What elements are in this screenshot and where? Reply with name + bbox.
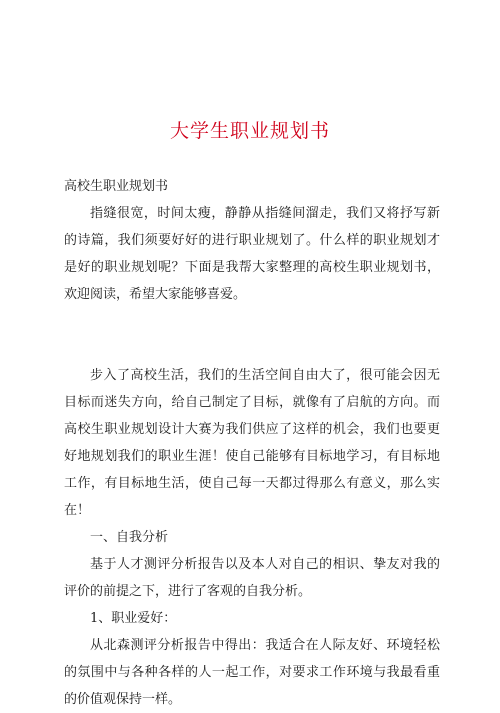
paragraph-spacer xyxy=(64,308,440,362)
section-heading-self-analysis: 一、自我分析 xyxy=(90,530,169,545)
document-title: 大学生职业规划书 xyxy=(169,119,330,142)
sub-heading-career-interest: 1、职业爱好： xyxy=(90,611,177,626)
document-subtitle: 高校生职业规划书 xyxy=(64,179,169,194)
document-body xyxy=(64,173,440,713)
body-paragraph-4: 从北森测评分析报告中得出：我适合在人际友好、环境轻松的氛围中与各种各样的人一起工作，对要求工作环境与我最看重的价值观保持一样。 xyxy=(64,638,440,707)
body-paragraph-3: 基于人才测评分析报告以及本人对自己的相识、挚友对我的评价的前提之下，进行了客观的自我分析。 xyxy=(64,557,440,599)
intro-paragraph: 指缝很宽，时间太瘦，静静从指缝间溜走，我们又将抒写新的诗篇，我们须要好好的进行职业规划了。什么样的职业规划才是好的职业规划呢？下面是我帮大家整理的高校生职业规划书，欢迎阅读，希望大家能够喜爱。 xyxy=(64,206,440,302)
body-paragraph-2: 步入了高校生活，我们的生活空间自由大了，很可能会因无目标而迷失方向，给自己制定了目标，就像有了启航的方向。而高校生职业规划设计大赛为我们供应了这样的机会，我们也要更好地规划我们的职业生涯！使自己能够有目标地学习，有目标地工作，有目标地生活，使自己每一天都过得那么有意义，那么实在！ xyxy=(64,368,440,518)
